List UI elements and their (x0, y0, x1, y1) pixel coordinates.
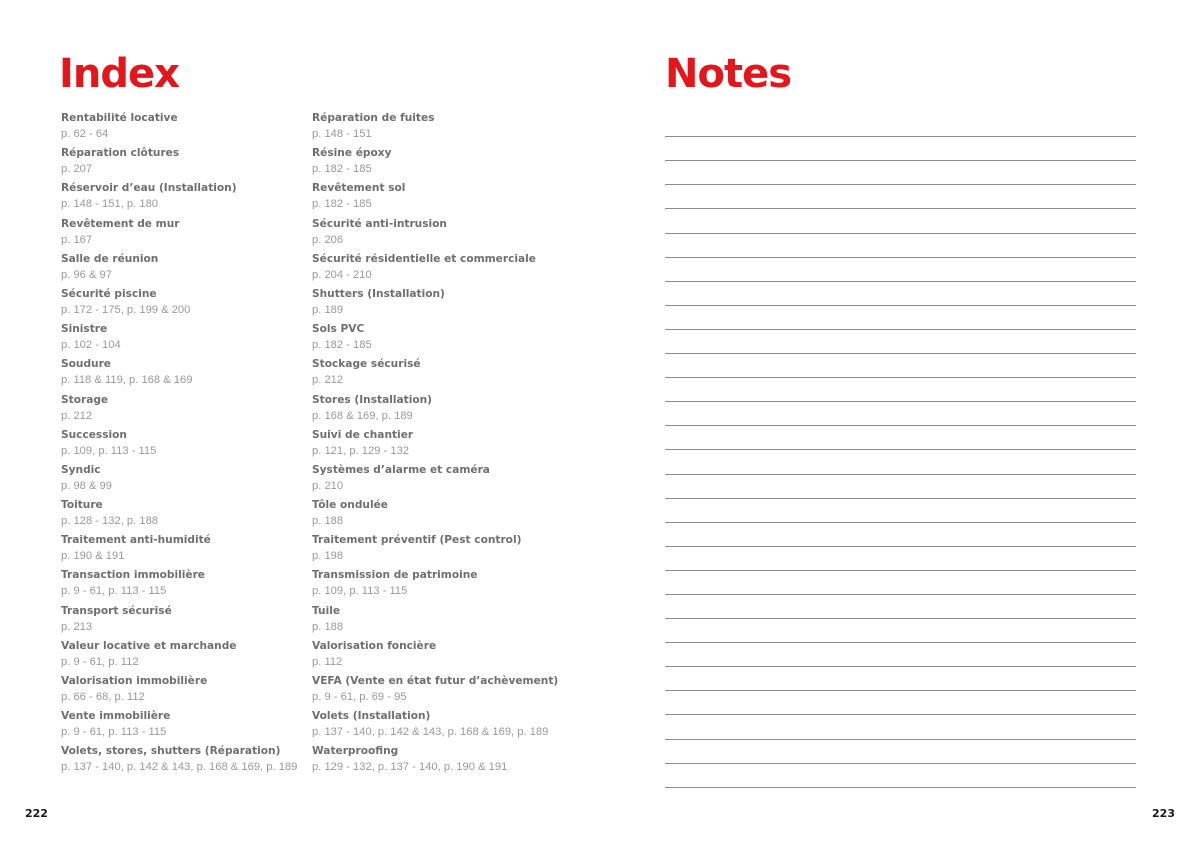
index-page-refs: p. 182 - 185 (312, 198, 372, 211)
index-page-refs: p. 98 & 99 (61, 479, 113, 492)
index-page-refs: p. 207 (61, 163, 93, 176)
index-page-refs: p. 96 & 97 (61, 268, 113, 281)
index-term: Stockage sécurisé (312, 358, 421, 371)
index-entry (61, 287, 321, 322)
index-entry (61, 146, 321, 181)
note-line (665, 185, 1136, 209)
index-term: Suivi de chantier (312, 428, 414, 441)
index-term: VEFA (Vente en état futur d’achèvement) (312, 675, 559, 687)
index-entry (312, 146, 582, 181)
index-term: Transmission de patrimoine (312, 569, 478, 582)
index-page-refs: p. 109, p. 113 - 115 (312, 585, 408, 598)
index-term: Sécurité résidentielle et commerciale (312, 252, 536, 265)
note-line (665, 450, 1136, 474)
index-entry (312, 322, 582, 357)
index-term: Sinistre (61, 323, 108, 336)
note-line (665, 426, 1136, 450)
index-entry (312, 674, 582, 709)
index-term: Volets, stores, shutters (Réparation) (61, 745, 281, 758)
notes-lines (665, 136, 1136, 788)
page-number-left: 222 (25, 807, 48, 820)
note-line (665, 378, 1136, 402)
index-entry (312, 463, 582, 498)
index-page-refs: p. 9 - 61, p. 112 (61, 655, 139, 668)
index-page-refs: p. 182 - 185 (312, 163, 372, 176)
index-entry (312, 709, 582, 744)
note-line (665, 547, 1136, 571)
index-term: Toiture (61, 499, 103, 512)
note-line (665, 740, 1136, 764)
note-line (665, 306, 1136, 330)
index-entry (61, 252, 321, 287)
index-page-refs: p. 9 - 61, p. 113 - 115 (61, 585, 167, 598)
index-page-refs: p. 148 - 151, p. 180 (61, 198, 159, 211)
index-entry (312, 744, 582, 779)
index-page-refs: p. 9 - 61, p. 69 - 95 (312, 691, 407, 703)
index-entry (61, 674, 321, 709)
index-entry (61, 744, 321, 779)
index-entry (61, 322, 321, 357)
index-page-refs: p. 188 (312, 620, 344, 633)
index-page-refs: p. 9 - 61, p. 113 - 115 (61, 726, 167, 739)
index-entry (61, 604, 321, 639)
index-entry (312, 568, 582, 603)
index-entry (312, 533, 582, 568)
index-term: Réparation de fuites (312, 112, 435, 124)
index-page-refs: p. 212 (61, 409, 93, 422)
index-page-refs: p. 182 - 185 (312, 339, 372, 352)
index-entry (61, 181, 321, 216)
index-entry (312, 393, 582, 428)
index-page-refs: p. 189 (312, 303, 344, 316)
index-term: Shutters (Installation) (312, 287, 445, 300)
index-entry (312, 252, 582, 287)
index-entry (312, 287, 582, 322)
index-term: Transport sécurisé (61, 604, 172, 617)
index-term: Valorisation immobilière (61, 675, 208, 687)
note-line (665, 161, 1136, 185)
index-term: Résine époxy (312, 147, 392, 160)
index-term: Syndic (61, 463, 101, 476)
index-term: Traitement préventif (Pest control) (312, 534, 522, 547)
index-entry (312, 639, 582, 674)
index-page-refs: p. 167 (61, 233, 93, 246)
index-page-refs: p. 190 & 191 (61, 550, 125, 563)
index-term: Revêtement sol (312, 182, 406, 195)
index-term: Vente immobilière (61, 710, 171, 723)
index-entry (312, 604, 582, 639)
index-page-refs: p. 112 (312, 655, 343, 668)
index-page-refs: p. 102 - 104 (61, 339, 121, 352)
index-page-refs: p. 188 (312, 515, 344, 528)
index-term: Salle de réunion (61, 252, 159, 265)
index-entry (61, 111, 321, 146)
note-line (665, 234, 1136, 258)
note-line (665, 643, 1136, 667)
index-term: Rentabilité locative (61, 112, 178, 124)
index-page-refs: p. 109, p. 113 - 115 (61, 444, 157, 457)
index-term: Volets (Installation) (312, 710, 431, 723)
note-line (665, 475, 1136, 499)
index-page-refs: p. 66 - 68, p. 112 (61, 691, 145, 703)
index-entry (61, 568, 321, 603)
note-line (665, 715, 1136, 739)
index-entry (312, 498, 582, 533)
note-line (665, 282, 1136, 306)
note-line (665, 258, 1136, 282)
index-term: Sécurité piscine (61, 287, 157, 300)
index-page-refs: p. 212 (312, 374, 344, 387)
note-line (665, 691, 1136, 715)
note-line (665, 595, 1136, 619)
index-page-refs: p. 206 (312, 233, 344, 246)
index-page-refs: p. 62 - 64 (61, 128, 109, 140)
index-term: Stores (Installation) (312, 393, 432, 406)
index-term: Waterproofing (312, 745, 399, 758)
index-page-refs: p. 137 - 140, p. 142 & 143, p. 168 & 169, p. 189 (312, 726, 549, 739)
index-entry (312, 181, 582, 216)
note-line (665, 137, 1136, 161)
right-page-notes (600, 0, 1200, 852)
index-entry (61, 498, 321, 533)
index-term: Réparation clôtures (61, 147, 180, 160)
index-entry (61, 533, 321, 568)
index-entry (312, 217, 582, 252)
index-page-refs: p. 118 & 119, p. 168 & 169 (61, 374, 193, 387)
index-page-refs: p. 137 - 140, p. 142 & 143, p. 168 & 169, p. 189 (61, 761, 298, 774)
note-line (665, 667, 1136, 691)
index-term: Tuile (312, 604, 341, 617)
index-entry (61, 357, 321, 392)
index-entry (312, 357, 582, 392)
index-page-refs: p. 172 - 175, p. 199 & 200 (61, 303, 191, 316)
index-entry (61, 393, 321, 428)
index-term: Soudure (61, 358, 111, 371)
index-entry (61, 639, 321, 674)
index-page-refs: p. 204 - 210 (312, 268, 372, 281)
index-term: Systèmes d’alarme et caméra (312, 463, 490, 476)
index-term: Valorisation foncière (312, 639, 437, 652)
index-page-refs: p. 129 - 132, p. 137 - 140, p. 190 & 191 (312, 761, 508, 774)
index-term: Sols PVC (312, 323, 365, 336)
index-term: Traitement anti-humidité (61, 534, 211, 547)
index-title: Index (59, 51, 179, 97)
note-line (665, 354, 1136, 378)
note-line (665, 330, 1136, 354)
index-entry (312, 111, 582, 146)
note-line (665, 764, 1136, 788)
index-page-refs: p. 121, p. 129 - 132 (312, 444, 410, 457)
index-term: Valeur locative et marchande (61, 639, 237, 652)
index-page-refs: p. 198 (312, 550, 344, 563)
index-term: Storage (61, 393, 109, 406)
note-line (665, 523, 1136, 547)
index-entry (61, 709, 321, 744)
index-page-refs: p. 168 & 169, p. 189 (312, 409, 413, 422)
index-term: Tôle ondulée (312, 499, 388, 512)
note-line (665, 619, 1136, 643)
page-number-right: 223 (1152, 807, 1175, 820)
index-page-refs: p. 210 (312, 479, 344, 492)
index-column-1 (61, 111, 321, 780)
index-page-refs: p. 148 - 151 (312, 128, 372, 140)
note-line (665, 499, 1136, 523)
index-term: Transaction immobilière (61, 569, 205, 582)
index-page-refs: p. 128 - 132, p. 188 (61, 515, 159, 528)
index-entry (61, 428, 321, 463)
note-line (665, 402, 1136, 426)
index-entry (61, 217, 321, 252)
note-line (665, 571, 1136, 595)
index-entry (312, 428, 582, 463)
index-term: Réservoir d’eau (Installation) (61, 182, 237, 195)
index-page-refs: p. 213 (61, 620, 93, 633)
notes-title: Notes (665, 51, 792, 97)
index-entry (61, 463, 321, 498)
index-term: Succession (61, 428, 127, 441)
note-line (665, 209, 1136, 233)
index-term: Revêtement de mur (61, 217, 180, 230)
index-term: Sécurité anti-intrusion (312, 217, 447, 230)
index-column-2 (312, 111, 582, 780)
